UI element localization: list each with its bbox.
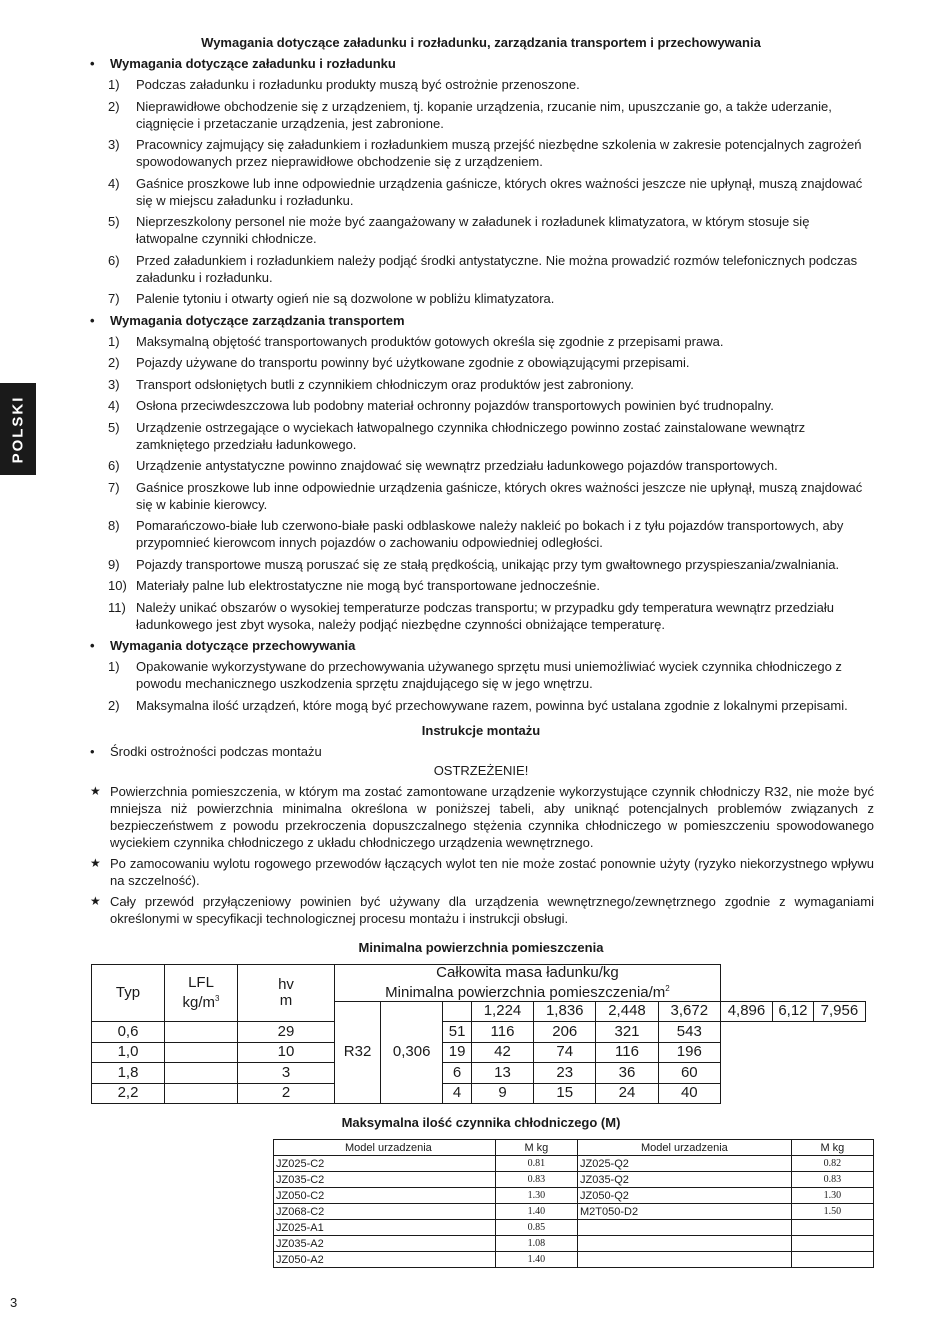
area-cell: 36 [596,1063,658,1084]
list-item-number: 2) [108,98,120,114]
area-cell: 74 [534,1042,596,1063]
table-row [274,1188,874,1204]
value-cell: 1.30 [791,1188,873,1204]
charge-cell: 4,896 [720,1001,772,1022]
header-mass-unit: Minimalna powierzchnia pomieszczenia/m [385,983,666,1001]
table-row [92,1042,866,1063]
main-title: Wymagania dotyczące załadunku i rozładunku, zarządzania transportem i przechowywania [201,35,761,50]
table-header-row [274,1140,874,1156]
list-item-text: Osłona przeciwdeszczowa lub podobny materiał ochronny pojazdów transportowych powinien być trudnopalny. [136,398,774,413]
header-hv [238,964,335,1022]
bullet-icon: • [90,743,95,759]
header-lfl [165,964,238,1022]
list-item-number: 6) [108,458,120,473]
table-row [274,1236,874,1252]
table1-title: Minimalna powierzchnia pomieszczenia [358,939,604,955]
model-cell: JZ025-C2 [274,1156,496,1172]
model-cell [577,1252,791,1268]
list-item [108,252,874,286]
list-item-text: Maksymalna ilość urządzeń, które mogą być przechowywane razem, powinna być ustalana zgodnie z lokalnymi przepisami. [136,697,848,713]
value-cell [791,1236,873,1252]
list-item-text: Należy unikać obszarów o wysokiej temperaturze podczas transportu; w przypadku gdy temperatura wewnątrz przedziału ładunkowego jest zbyt wysoka, należy podjąć niezbędne czynności obniżające temperaturę. [136,599,834,632]
content [88,34,874,1268]
model-cell: JZ035-C2 [274,1172,496,1188]
list-item [108,136,874,170]
list-item [108,599,874,633]
hv-cell: 0,6 [92,1022,165,1043]
area-cell: 42 [471,1042,533,1063]
charge-cell: 6,12 [773,1001,814,1022]
section-items [108,658,874,714]
table-row [92,1022,866,1043]
table-row [92,1083,866,1104]
list-item-text: Materiały palne lub elektrostatyczne nie mogą być transportowane jednocześnie. [136,578,600,593]
max-refrigerant-table [273,1139,874,1268]
list-item [108,697,874,714]
bullet-icon: • [90,312,95,328]
list-item [108,290,874,307]
list-item [108,457,874,474]
requirements-section [88,55,874,307]
area-cell: 116 [471,1022,533,1043]
min-room-area-table [91,964,866,1105]
list-item-text: Urządzenie ostrzegające o wyciekach łatwopalnego czynnika chłodniczego powinno zostać zainstalowane wewnątrz zamkniętego przedziału ładunkowego. [136,419,806,452]
model-cell: JZ050-Q2 [577,1188,791,1204]
list-item [108,658,874,692]
list-item-text: Transport odsłoniętych butli z czynnikiem chłodniczym oraz produktów jest zabroniony. [136,376,634,392]
warning-list [88,783,874,927]
value-cell: 1.30 [495,1188,577,1204]
list-item-text: Pojazdy używane do transportu powinny być użytkowane zgodnie z obowiązującymi przepisami. [136,355,690,370]
value-cell: 0.82 [791,1156,873,1172]
table-row [92,1063,866,1084]
warning-label: OSTRZEŻENIE! [433,762,529,778]
model-cell: JZ050-A2 [274,1252,496,1268]
warning-item-text: Po zamocowaniu wylotu rogowego przewodów łączących wylot ten nie może zostać ponownie użyty (ryzyko niekorzystnego wpływu na szczelność). [110,855,874,888]
model-cell: JZ035-A2 [274,1236,496,1252]
table-row [274,1156,874,1172]
table-row [274,1172,874,1188]
header-lfl-sup: 3 [215,993,220,1003]
list-item [108,556,874,573]
type-cell: R32 [335,1001,381,1104]
header-m-1: M kg [495,1140,577,1156]
value-cell [791,1252,873,1268]
warning-item-text: Powierzchnia pomieszczenia, w którym ma zostać zamontowane urządzenie wykorzystujące czynnik chłodniczy R32, nie może być mniejsza niż powierzchnia minimalna określona w poniższej tabeli, aby uniknąć potencjalnych problemów związanych z bezpieczeństwem z powodu przekroczenia dopuszczalnego stężenia czynnika chłodniczego w pomieszczeniu spowodowanego wyciekiem czynnika chłodniczego z układu chłodniczego urządzenia wewnętrznego. [110,783,874,850]
header-mass-sup: 2 [665,983,670,993]
section-items [108,333,874,633]
hv-cell: 2,2 [92,1083,165,1104]
install-bullet [88,743,874,760]
model-cell: JZ035-Q2 [577,1172,791,1188]
area-cell [165,1022,238,1043]
model-cell [577,1220,791,1236]
table-row [274,1252,874,1268]
list-item [108,98,874,132]
list-item-text: Gaśnice proszkowe lub inne odpowiednie urządzenia gaśnicze, których okres ważności jeszcze nie upłynął, muszą znajdować się w kabinie kierowcy. [136,479,863,512]
requirements-section [88,312,874,633]
area-cell: 51 [443,1022,472,1043]
value-cell [791,1220,873,1236]
warning-item [88,855,874,889]
list-item-number: 3) [108,137,120,152]
list-item-text: Urządzenie antystatyczne powinno znajdować się wewnątrz przedziału ładunkowego pojazdów transportowych. [136,458,778,473]
list-item-text: Podczas załadunku i rozładunku produkty muszą być ostrożnie przenoszone. [136,77,580,92]
list-item-number: 9) [108,556,120,572]
area-cell: 24 [596,1083,658,1104]
list-item-text: Pojazdy transportowe muszą poruszać się ze stałą prędkością, unikając przy tym gwałtownego przyspieszania/zwalniania. [136,556,840,572]
list-item-text: Nieprawidłowe obchodzenie się z urządzeniem, tj. kopanie urządzenia, rzucanie nim, upuszczanie go, a także uderzanie, ciągnięcie i przetaczanie urządzenia, jest zabronione. [136,98,832,131]
star-icon: ★ [90,783,101,798]
area-cell: 4 [443,1083,472,1104]
area-cell: 3 [238,1063,335,1084]
header-model-2: Model urzadzenia [577,1140,791,1156]
model-cell: M2T050-D2 [577,1204,791,1220]
list-item-text: Gaśnice proszkowe lub inne odpowiednie urządzenia gaśnicze, których okres ważności jeszcze nie upłynął, muszą znajdować się w miejscu załadunku i rozładunku. [136,175,863,208]
list-item-text: Nieprzeszkolony personel nie może być zaangażowany w załadunek i rozładunek klimatyzatora, w którym stosuje się łatwopalne czynniki chłodnicze. [136,214,810,246]
model-cell: JZ050-C2 [274,1188,496,1204]
area-cell [165,1042,238,1063]
page-number: 3 [10,1295,18,1310]
value-cell: 1.50 [791,1204,873,1220]
header-mass [335,964,721,1001]
warning-item [88,893,874,927]
area-cell: 321 [596,1022,658,1043]
header-m-2: M kg [791,1140,873,1156]
header-mass-line2 [335,981,720,1001]
list-item-text: Palenie tytoniu i otwarty ogień nie są dozwolone w pobliżu klimatyzatora. [136,291,555,306]
install-bullet-text: Środki ostrożności podczas montażu [110,743,322,759]
model-cell [577,1236,791,1252]
list-item-text: Przed załadunkiem i rozładunkiem należy podjąć środki antystatyczne. Nie można prowadzić rozmów telefonicznych podczas załadunku i rozładunku. [136,252,858,285]
area-cell: 60 [658,1063,720,1084]
section-heading-text: Wymagania dotyczące zarządzania transportem [110,312,405,328]
charge-cell: 1,224 [471,1001,533,1022]
header-typ: Typ [92,964,165,1022]
header-model-1: Model urzadzenia [274,1140,496,1156]
warning-item-text: Cały przewód przyłączeniowy powinien być używany dla urządzenia wewnętrznego/zewnętrznego zgodnie z wymaganiami określonymi w specyfikacji technologicznej procesu montażu i instrukcji obsługi. [110,893,874,926]
star-icon: ★ [90,893,101,908]
list-item-number: 11) [108,599,126,615]
area-cell: 6 [443,1063,472,1084]
area-cell: 23 [534,1063,596,1084]
section-heading-text: Wymagania dotyczące załadunku i rozładunku [110,56,396,71]
area-cell: 2 [238,1083,335,1104]
list-item-number: 8) [108,518,120,533]
list-item [108,76,874,93]
charge-cell: 3,672 [658,1001,720,1022]
area-cell: 206 [534,1022,596,1043]
lfl-cell: 0,306 [381,1001,443,1104]
list-item [108,213,874,247]
header-hv-line2: m [279,991,293,1009]
area-cell: 9 [471,1083,533,1104]
hv-cell: 1,8 [92,1063,165,1084]
model-cell: JZ025-Q2 [577,1156,791,1172]
install-title: Instrukcje montażu [421,722,541,738]
value-cell: 0.81 [495,1156,577,1172]
list-item [108,397,874,414]
list-item-text: Maksymalną objętość transportowanych produktów gotowych określa się zgodnie z przepisami prawa. [136,333,724,349]
section-heading [88,312,874,329]
header-mass-line1: Całkowita masa ładunku/kg [436,963,619,981]
list-item-number: 1) [108,333,120,349]
area-cell: 10 [238,1042,335,1063]
requirements-section [88,637,874,714]
list-item-number: 7) [108,291,120,306]
language-tab-label: POLSKI [9,395,27,463]
area-cell: 15 [534,1083,596,1104]
charge-cell: 2,448 [596,1001,658,1022]
charge-cell: 1,836 [534,1001,596,1022]
section-items [108,76,874,307]
list-item [108,354,874,371]
table-row [274,1204,874,1220]
list-item-number: 10) [108,578,127,593]
table-header-row [92,964,866,1001]
value-cell: 1.08 [495,1236,577,1252]
list-item [108,419,874,453]
section-heading-text: Wymagania dotyczące przechowywania [110,638,356,653]
area-cell: 29 [238,1022,335,1043]
list-item-text: Opakowanie wykorzystywane do przechowywania używanego sprzętu musi uniemożliwiać wyciek czynnika chłodniczego z powodu mechanicznego uszkodzenia sprzętu znajdującego się w jego wnętrzu. [136,659,842,691]
area-cell: 19 [443,1042,472,1063]
list-item-number: 2) [108,697,120,713]
value-cell: 0.83 [791,1172,873,1188]
model-cell: JZ068-C2 [274,1204,496,1220]
star-icon: ★ [90,855,101,870]
area-cell: 40 [658,1083,720,1104]
list-item-number: 6) [108,252,120,268]
charge-cell: 7,956 [813,1001,865,1022]
list-item [108,333,874,350]
header-lfl-unit: kg/m [182,993,216,1011]
list-item-text: Pracownicy zajmujący się załadunkiem i rozładunkiem muszą przejść niezbędne szkolenia w zakresie potencjalnych zagrożeń spowodowanych przez nieprawidłowe obchodzenie się z urządzeniem. [136,137,862,169]
header-lfl-line2 [165,991,237,1011]
list-item-number: 5) [108,214,120,229]
value-cell: 1.40 [495,1204,577,1220]
area-cell [165,1083,238,1104]
list-item-number: 5) [108,419,120,435]
requirements-sections [88,55,874,714]
section-heading [88,55,874,72]
value-cell: 0.85 [495,1220,577,1236]
header-hv-line1: hv [278,975,294,993]
hv-cell: 1,0 [92,1042,165,1063]
list-item-text: Pomarańczowo-białe lub czerwono-białe paski odblaskowe należy nakleić po bokach i z tyłu pojazdów transportowych, aby przypomnieć kierowcom innych pojazdów o zachowaniu odpowiedniej odległości. [136,518,844,550]
table-row [274,1220,874,1236]
list-item-number: 4) [108,398,120,413]
section-heading [88,637,874,654]
list-item-number: 1) [108,659,120,674]
list-item-number: 4) [108,175,120,191]
value-cell: 1.40 [495,1252,577,1268]
list-item [108,175,874,209]
value-cell: 0.83 [495,1172,577,1188]
bullet-icon: • [90,638,95,653]
area-cell: 196 [658,1042,720,1063]
model-cell: JZ025-A1 [274,1220,496,1236]
list-item-number: 2) [108,355,120,370]
table2-title: Maksymalna ilość czynnika chłodniczego (M) [341,1115,621,1130]
area-cell: 13 [471,1063,533,1084]
list-item-number: 7) [108,479,120,495]
list-item [108,517,874,551]
language-tab [0,383,36,475]
hv-header-empty-cell [443,1001,472,1022]
area-cell [165,1063,238,1084]
area-cell: 116 [596,1042,658,1063]
list-item-number: 1) [108,77,120,92]
list-item [108,479,874,513]
list-item [108,376,874,393]
list-item [108,577,874,594]
list-item-number: 3) [108,376,120,392]
header-lfl-line1: LFL [188,973,214,991]
bullet-icon: • [90,56,95,71]
area-cell: 543 [658,1022,720,1043]
warning-item [88,783,874,851]
